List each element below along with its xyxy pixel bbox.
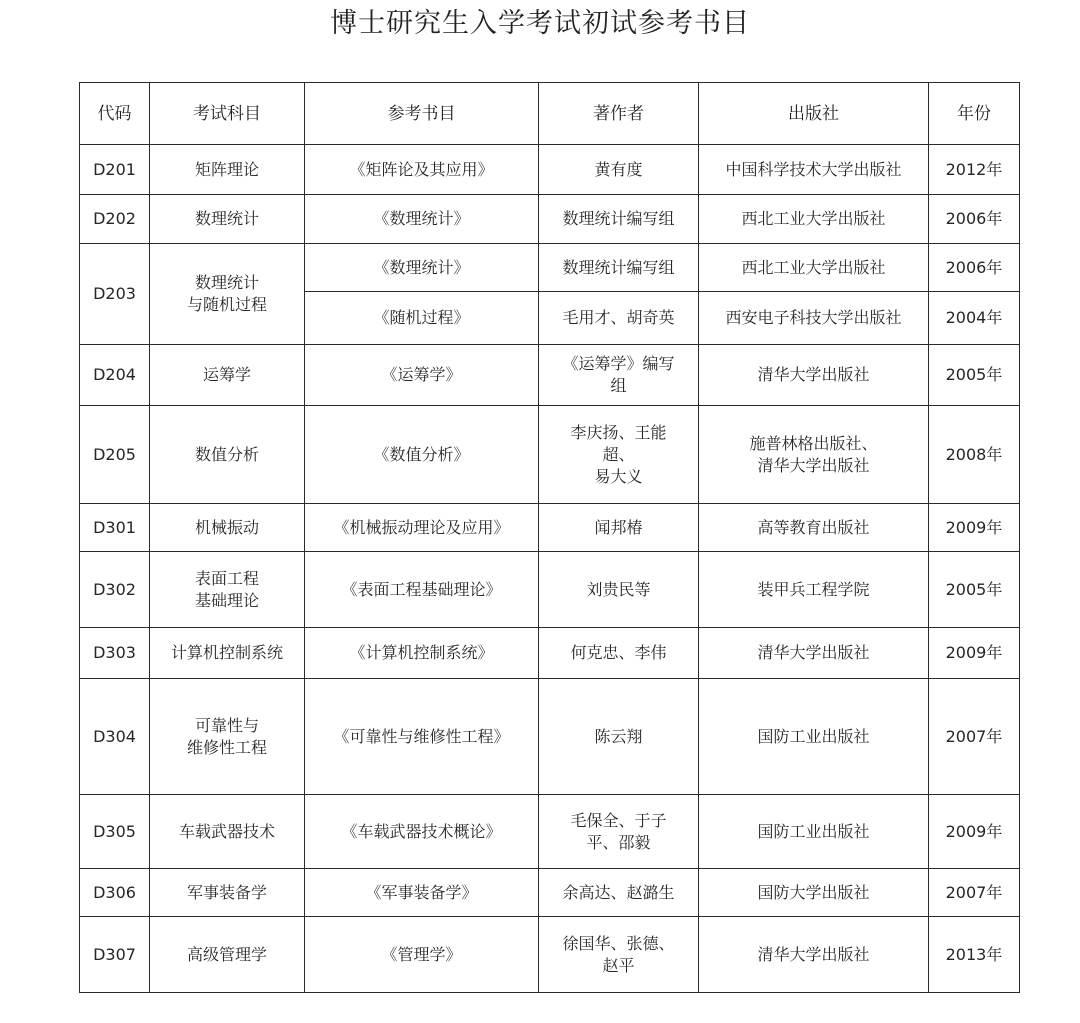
book-title-cell: 《数理统计》 <box>305 195 539 244</box>
publisher-cell: 清华大学出版社 <box>699 345 929 406</box>
author-cell: 陈云翔 <box>539 679 699 795</box>
publisher-cell: 装甲兵工程学院 <box>699 552 929 628</box>
author-cell: 《运筹学》编写 组 <box>539 345 699 406</box>
year-cell: 2004年 <box>929 292 1020 345</box>
author-cell: 数理统计编写组 <box>539 244 699 292</box>
year-cell: 2009年 <box>929 795 1020 869</box>
book-title-cell: 《机械振动理论及应用》 <box>305 504 539 552</box>
header-subject: 考试科目 <box>150 83 305 145</box>
table-row <box>80 795 1020 869</box>
subject-cell: 高级管理学 <box>150 917 305 993</box>
book-title-cell: 《管理学》 <box>305 917 539 993</box>
publisher-cell: 清华大学出版社 <box>699 628 929 679</box>
author-cell: 何克忠、李伟 <box>539 628 699 679</box>
table-row <box>80 504 1020 552</box>
author-cell: 毛用才、胡奇英 <box>539 292 699 345</box>
header-code: 代码 <box>80 83 150 145</box>
table-row <box>80 917 1020 993</box>
subject-cell: 军事装备学 <box>150 869 305 917</box>
header-year: 年份 <box>929 83 1020 145</box>
code-cell: D203 <box>80 244 150 345</box>
header-publisher: 出版社 <box>699 83 929 145</box>
code-cell: D306 <box>80 869 150 917</box>
header-author: 著作者 <box>539 83 699 145</box>
year-cell: 2009年 <box>929 628 1020 679</box>
reference-book-table <box>79 82 1020 993</box>
book-title-cell: 《数理统计》 <box>305 244 539 292</box>
table-row <box>80 244 1020 292</box>
subject-cell: 数理统计 与随机过程 <box>150 244 305 345</box>
author-cell: 刘贵民等 <box>539 552 699 628</box>
book-title-cell: 《可靠性与维修性工程》 <box>305 679 539 795</box>
author-cell: 徐国华、张德、 赵平 <box>539 917 699 993</box>
year-cell: 2008年 <box>929 406 1020 504</box>
author-cell: 余高达、赵潞生 <box>539 869 699 917</box>
book-title-cell: 《数值分析》 <box>305 406 539 504</box>
table-row <box>80 679 1020 795</box>
table-row <box>80 628 1020 679</box>
author-cell: 数理统计编写组 <box>539 195 699 244</box>
year-cell: 2009年 <box>929 504 1020 552</box>
year-cell: 2005年 <box>929 345 1020 406</box>
publisher-cell: 施普林格出版社、 清华大学出版社 <box>699 406 929 504</box>
publisher-cell: 清华大学出版社 <box>699 917 929 993</box>
table-body <box>80 145 1020 993</box>
subject-cell: 数值分析 <box>150 406 305 504</box>
publisher-cell: 国防工业出版社 <box>699 795 929 869</box>
table-row <box>80 406 1020 504</box>
subject-cell: 可靠性与 维修性工程 <box>150 679 305 795</box>
table-row <box>80 345 1020 406</box>
author-cell: 李庆扬、王能 超、 易大义 <box>539 406 699 504</box>
code-cell: D202 <box>80 195 150 244</box>
subject-cell: 表面工程 基础理论 <box>150 552 305 628</box>
publisher-cell: 西北工业大学出版社 <box>699 244 929 292</box>
year-cell: 2007年 <box>929 869 1020 917</box>
year-cell: 2006年 <box>929 195 1020 244</box>
subject-cell: 机械振动 <box>150 504 305 552</box>
code-cell: D302 <box>80 552 150 628</box>
publisher-cell: 高等教育出版社 <box>699 504 929 552</box>
year-cell: 2013年 <box>929 917 1020 993</box>
code-cell: D301 <box>80 504 150 552</box>
code-cell: D307 <box>80 917 150 993</box>
code-cell: D303 <box>80 628 150 679</box>
code-cell: D205 <box>80 406 150 504</box>
code-cell: D304 <box>80 679 150 795</box>
publisher-cell: 国防工业出版社 <box>699 679 929 795</box>
book-title-cell: 《随机过程》 <box>305 292 539 345</box>
subject-cell: 车载武器技术 <box>150 795 305 869</box>
table-row <box>80 195 1020 244</box>
year-cell: 2005年 <box>929 552 1020 628</box>
subject-cell: 运筹学 <box>150 345 305 406</box>
table-row <box>80 552 1020 628</box>
table-header-row <box>80 83 1020 145</box>
subject-cell: 计算机控制系统 <box>150 628 305 679</box>
year-cell: 2007年 <box>929 679 1020 795</box>
author-cell: 毛保全、于子 平、邵毅 <box>539 795 699 869</box>
author-cell: 黄有度 <box>539 145 699 195</box>
header-book: 参考书目 <box>305 83 539 145</box>
publisher-cell: 西北工业大学出版社 <box>699 195 929 244</box>
table-row <box>80 145 1020 195</box>
publisher-cell: 西安电子科技大学出版社 <box>699 292 929 345</box>
code-cell: D204 <box>80 345 150 406</box>
subject-cell: 矩阵理论 <box>150 145 305 195</box>
book-title-cell: 《计算机控制系统》 <box>305 628 539 679</box>
subject-cell: 数理统计 <box>150 195 305 244</box>
page-title: 博士研究生入学考试初试参考书目 <box>330 8 750 39</box>
book-title-cell: 《军事装备学》 <box>305 869 539 917</box>
year-cell: 2012年 <box>929 145 1020 195</box>
publisher-cell: 中国科学技术大学出版社 <box>699 145 929 195</box>
book-title-cell: 《表面工程基础理论》 <box>305 552 539 628</box>
publisher-cell: 国防大学出版社 <box>699 869 929 917</box>
code-cell: D305 <box>80 795 150 869</box>
book-title-cell: 《矩阵论及其应用》 <box>305 145 539 195</box>
year-cell: 2006年 <box>929 244 1020 292</box>
book-title-cell: 《运筹学》 <box>305 345 539 406</box>
code-cell: D201 <box>80 145 150 195</box>
author-cell: 闻邦椿 <box>539 504 699 552</box>
book-title-cell: 《车载武器技术概论》 <box>305 795 539 869</box>
table-row <box>80 869 1020 917</box>
